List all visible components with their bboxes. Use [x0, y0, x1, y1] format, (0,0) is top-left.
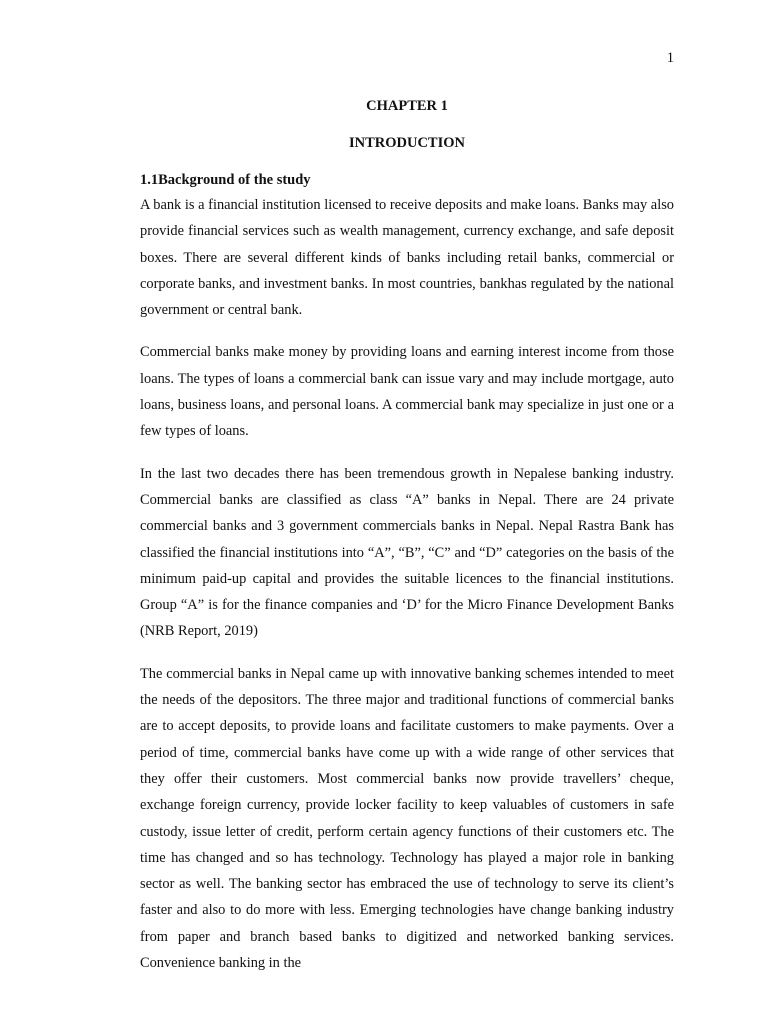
paragraph-2: Commercial banks make money by providing loans and earning interest income from those loans. The types of loans a commercial bank can issue vary and may include mortgage, auto loans, business loans, and personal loans. A commercial bank may specialize in just one or a few types of loans. — [140, 344, 674, 440]
paragraph-4: The commercial banks in Nepal came up with innovative banking schemes intended to meet the needs of the depositors. The three major and traditional functions of commercial banks are to accept deposits, to provide loans and facilitate customers to make payments. Over a period of time, commercial banks have come up with a wide range of other services that they offer their customers. Most commercial banks now provide travellers’ cheque, exchange foreign currency, provide locker facility to keep valuables of customers in safe custody, issue letter of credit, perform certain agency functions of their customers etc. The time has changed and so has technology. Technology has played a major role in banking sector as well. The banking sector has embraced the use of technology to serve its client’s faster and also to do more with less. Emerging technologies have change banking industry from paper and branch based banks to digitized and networked banking services. Convenience banking in the — [140, 665, 674, 972]
section-heading: 1.1Background of the study — [140, 172, 311, 188]
page-number: 1 — [666, 50, 674, 66]
page-content — [140, 96, 674, 992]
paragraph-1: A bank is a financial institution licensed to receive deposits and make loans. Banks may also provide financial services such as wealth management, currency exchange, and safe deposit boxes. There are several different kinds of banks including retail banks, commercial or corporate banks, and investment banks. In most countries, bankhas regulated by the national government or central bank. — [140, 197, 674, 319]
chapter-title: INTRODUCTION — [348, 135, 465, 151]
paragraph-3: In the last two decades there has been tremendous growth in Nepalese banking industry. Commercial banks are classified as class “A” banks in Nepal. There are 24 private commercial banks and 3 government commercials banks in Nepal. Nepal Rastra Bank has classified the financial institutions into “A”, “B”, “C” and “D” categories on the basis of the minimum paid-up capital and provides the suitable licences to the financial institutions. Group “A” is for the finance companies and ‘D’ for the Micro Finance Development Banks (NRB Report, 2019) — [140, 465, 674, 640]
chapter-label: CHAPTER 1 — [366, 98, 448, 114]
